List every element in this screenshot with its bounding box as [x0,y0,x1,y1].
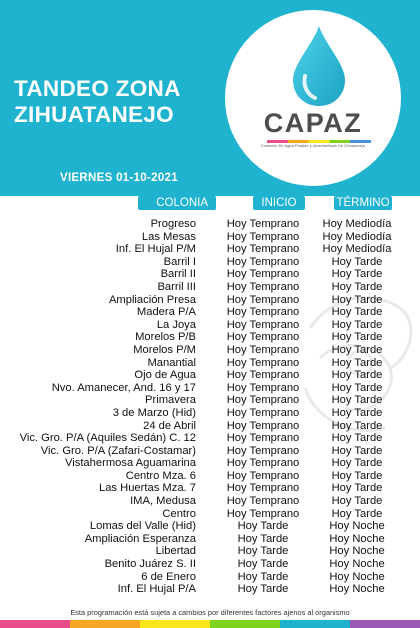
colonia-cell: 3 de Marzo (Hid) [112,406,196,419]
inicio-cell: Hoy Temprano [226,406,300,419]
table-row [0,457,420,470]
table-row [0,243,420,256]
colonia-cell: IMA, Medusa [130,495,196,508]
table-row [0,445,420,458]
color-segment [350,620,420,628]
table-row [0,571,420,584]
inicio-cell: Hoy Tarde [237,520,289,533]
inicio-cell: Hoy Temprano [226,293,300,306]
table-row [0,508,420,521]
termino-cell: Hoy Tarde [331,406,383,419]
colonia-cell: Lomas del Valle (Hid) [89,520,196,533]
termino-cell: Hoy Tarde [331,419,383,432]
schedule-table [0,218,420,596]
termino-cell: Hoy Tarde [331,482,383,495]
table-row [0,319,420,332]
inicio-cell: Hoy Temprano [226,268,300,281]
termino-cell: Hoy Noche [329,558,385,571]
termino-cell: Hoy Noche [329,532,385,545]
colonia-cell: 6 de Enero [141,570,196,583]
colonia-cell: Progreso [150,218,196,230]
table-row [0,294,420,307]
termino-cell: Hoy Tarde [331,444,383,457]
column-header-inicio: INICIO [253,196,305,210]
colonia-cell: Vic. Gro. P/A (Aquiles Sedán) C. 12 [19,432,196,445]
column-header-termino: TÉRMINO [334,196,392,210]
table-row [0,545,420,558]
footnote: Esta programación está sujeta a cambios por diferentes factores ajenos al organismo [70,608,350,617]
table-row [0,482,420,495]
table-row [0,231,420,244]
colonia-cell: Ampliación Esperanza [84,532,196,545]
termino-cell: Hoy Noche [329,570,385,583]
page-title [14,76,214,128]
table-row [0,357,420,370]
termino-cell: Hoy Noche [329,583,385,596]
colonia-cell: Benito Juárez S. II [104,558,196,571]
termino-cell: Hoy Tarde [331,331,383,344]
inicio-cell: Hoy Tarde [237,545,289,558]
logo-brand: CAPAZ [263,108,363,138]
inicio-cell: Hoy Temprano [226,432,300,445]
termino-cell: Hoy Tarde [331,293,383,306]
inicio-cell: Hoy Tarde [237,570,289,583]
inicio-cell: Hoy Temprano [226,381,300,394]
table-row [0,533,420,546]
inicio-cell: Hoy Temprano [226,469,300,482]
color-segment [0,620,70,628]
table-row [0,344,420,357]
table-row [0,495,420,508]
colonia-cell: 24 de Abril [143,419,196,432]
colonia-cell: Barril II [160,268,196,281]
color-segment [70,620,140,628]
colonia-cell: Vistahermosa Aguamarina [64,457,196,470]
colonia-cell: Ampliación Presa [108,293,196,306]
termino-cell: Hoy Tarde [331,255,383,268]
color-segment [280,620,350,628]
inicio-cell: Hoy Tarde [237,558,289,571]
colonia-cell: Centro [162,507,196,520]
termino-cell: Hoy Tarde [331,369,383,382]
colonia-cell: Ojo de Agua [134,369,196,382]
table-row [0,420,420,433]
inicio-cell: Hoy Temprano [226,280,300,293]
inicio-cell: Hoy Temprano [226,507,300,520]
table-row [0,558,420,571]
colonia-cell: Morelos P/B [135,331,196,344]
table-row [0,268,420,281]
inicio-cell: Hoy Temprano [226,394,300,407]
table-row [0,306,420,319]
logo-subtitle: Comisión De Agua Potable y Alcantarillado De Zihuatanejo [260,144,366,148]
colonia-cell: Nvo. Amanecer, And. 16 y 17 [51,381,196,394]
table-row [0,520,420,533]
inicio-cell: Hoy Temprano [226,343,300,356]
termino-cell: Hoy Tarde [331,469,383,482]
termino-cell: Hoy Tarde [331,280,383,293]
inicio-cell: Hoy Temprano [226,495,300,508]
termino-cell: Hoy Noche [329,545,385,558]
termino-cell: Hoy Tarde [331,356,383,369]
termino-cell: Hoy Tarde [331,306,383,319]
table-row [0,394,420,407]
termino-cell: Hoy Tarde [331,495,383,508]
termino-cell: Hoy Tarde [331,318,383,331]
inicio-cell: Hoy Tarde [237,532,289,545]
colonia-cell: Barril III [157,280,196,293]
table-row [0,583,420,596]
colonia-cell: Barril I [163,255,196,268]
termino-cell: Hoy Tarde [331,394,383,407]
colonia-cell: Morelos P/M [133,343,196,356]
termino-cell: Hoy Tarde [331,268,383,281]
table-row [0,369,420,382]
colonia-cell: Las Mesas [141,230,196,243]
inicio-cell: Hoy Temprano [226,255,300,268]
table-row [0,218,420,231]
footer-color-bar [0,620,420,628]
colonia-cell: Primavera [145,394,196,407]
termino-cell: Hoy Tarde [331,507,383,520]
colonia-cell: Manantial [147,356,196,369]
table-row [0,382,420,395]
table-row [0,256,420,269]
colonia-cell: Las Huertas Mza. 7 [98,482,196,495]
termino-cell: Hoy Mediodía [322,243,392,256]
inicio-cell: Hoy Temprano [226,482,300,495]
inicio-cell: Hoy Temprano [226,444,300,457]
inicio-cell: Hoy Tarde [237,583,289,596]
title-line-1: TANDEO ZONA [14,76,181,101]
title-line-2: ZIHUATANEJO [14,102,174,127]
logo-color-stripe [267,140,371,143]
table-row [0,407,420,420]
colonia-cell: La Joya [156,318,196,331]
inicio-cell: Hoy Temprano [226,306,300,319]
inicio-cell: Hoy Temprano [226,419,300,432]
inicio-cell: Hoy Temprano [226,218,300,230]
colonia-cell: Vic. Gro. P/A (Zafari-Costamar) [40,444,196,457]
table-row [0,432,420,445]
inicio-cell: Hoy Temprano [226,369,300,382]
colonia-cell: Madera P/A [136,306,196,319]
table-row [0,470,420,483]
date-label: VIERNES 01-10-2021 [60,172,178,184]
colonia-cell: Centro Mza. 6 [125,469,196,482]
termino-cell: Hoy Mediodía [322,218,392,230]
inicio-cell: Hoy Temprano [226,331,300,344]
termino-cell: Hoy Tarde [331,343,383,356]
termino-cell: Hoy Noche [329,520,385,533]
color-segment [140,620,210,628]
termino-cell: Hoy Mediodía [322,230,392,243]
colonia-cell: Inf. El Hujal P/M [115,243,196,256]
inicio-cell: Hoy Temprano [226,457,300,470]
inicio-cell: Hoy Temprano [226,318,300,331]
inicio-cell: Hoy Temprano [226,243,300,256]
water-drop-icon [289,24,349,108]
inicio-cell: Hoy Temprano [226,356,300,369]
table-row [0,331,420,344]
colonia-cell: Inf. El Hujal P/A [117,583,196,596]
termino-cell: Hoy Tarde [331,457,383,470]
inicio-cell: Hoy Temprano [226,230,300,243]
termino-cell: Hoy Tarde [331,381,383,394]
termino-cell: Hoy Tarde [331,432,383,445]
column-header-colonia: COLONIA [138,196,216,210]
colonia-cell: Libertad [155,545,196,558]
color-segment [210,620,280,628]
table-row [0,281,420,294]
